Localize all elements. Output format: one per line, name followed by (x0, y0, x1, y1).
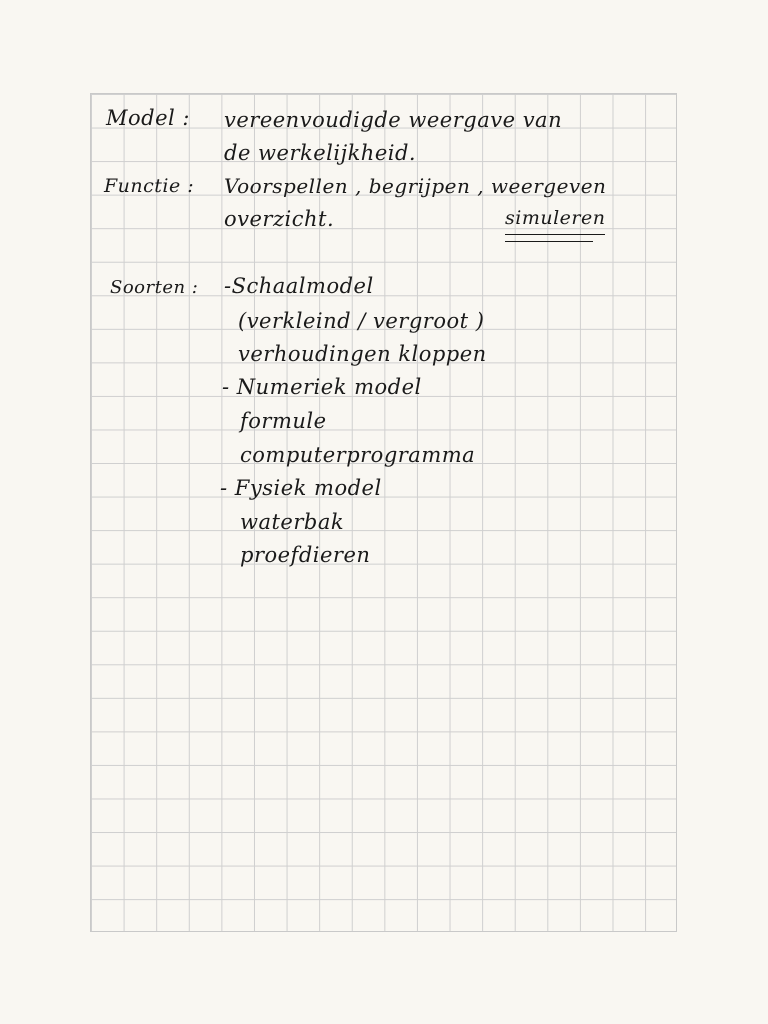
fysiek-detail-2: proefdieren (240, 543, 371, 567)
model-definition-line-2: de werkelijkheid. (224, 141, 417, 165)
model-label: Model : (106, 106, 190, 130)
schaalmodel-detail-2: verhoudingen kloppen (238, 342, 487, 366)
functie-simuleren: simuleren (505, 207, 606, 229)
soorten-label: Soorten : (110, 277, 199, 298)
soort-fysiek-model: - Fysiek model (220, 476, 382, 500)
model-definition-line-1: vereenvoudigde weergave van (224, 108, 563, 132)
fysiek-detail-1: waterbak (240, 510, 345, 534)
simuleren-underline-1 (505, 234, 605, 235)
functie-line-2: overzicht. (224, 207, 335, 231)
soort-numeriek-model: - Numeriek model (222, 375, 422, 399)
schaalmodel-detail-1: (verkleind / vergroot ) (238, 309, 485, 333)
soort-schaalmodel: -Schaalmodel (224, 274, 374, 298)
functie-line-1: Voorspellen , begrijpen , weergeven (224, 174, 607, 198)
simuleren-underline-2 (505, 241, 593, 242)
functie-label: Functie : (104, 175, 195, 197)
numeriek-detail-2: computerprogramma (240, 443, 476, 467)
numeriek-detail-1: formule (240, 409, 327, 433)
